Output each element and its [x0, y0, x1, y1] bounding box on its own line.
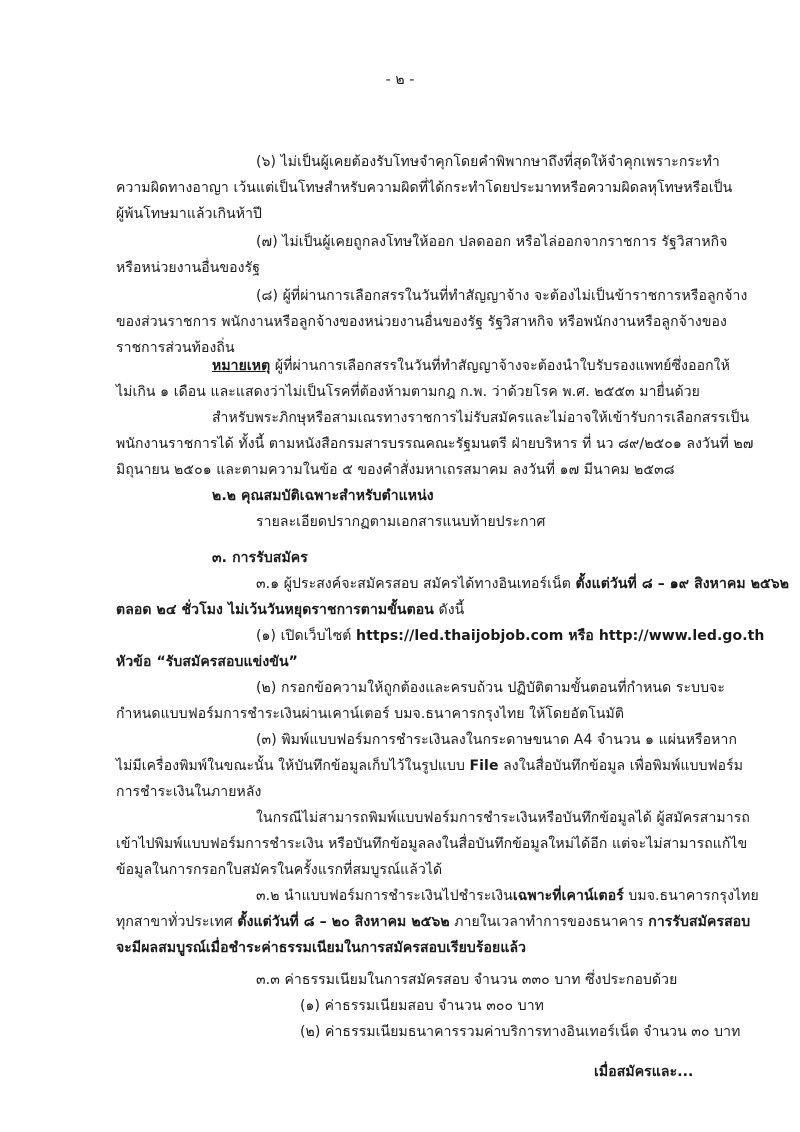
- note-line: [212, 356, 730, 376]
- text-line: [256, 626, 765, 646]
- text-span: ลงในสื่อบันทึกข้อมูล เพื่อพิมพ์แบบฟอร์ม: [498, 758, 744, 774]
- text-line: การชำระเงินในภายหลัง: [116, 784, 262, 800]
- text-line: ราชการส่วนท้องถิ่น: [116, 340, 235, 356]
- text-line: (๓) พิมพ์แบบฟอร์มการชำระเงินลงในกระดาษขนาด A4 จำนวน ๑ แผ่นหรือหาก: [256, 732, 738, 748]
- text-span: ๓.๑ ผู้ประสงค์จะสมัครสอบ สมัครได้ทางอินเทอร์เน็ต: [256, 576, 576, 592]
- text-span: ดังนี้: [433, 602, 465, 618]
- text-span: ตลอด ๒๔ ชั่วโมง ไม่เว้นวันหยุดราชการตามขั้นตอน: [116, 602, 434, 618]
- text-line: [116, 912, 750, 932]
- text-line: มิถุนายน ๒๕๐๑ และตามความในข้อ ๕ ของคำสั่งมหาเถรสมาคม ลงวันที่ ๑๗ มีนาคม ๒๕๓๘: [116, 462, 675, 478]
- text-line: เข้าไปพิมพ์แบบฟอร์มการชำระเงิน หรือบันทึกข้อมูลลงในสื่อบันทึกข้อมูลใหม่ได้อีก แต่จะไม่สามารถแก้ไข: [116, 836, 748, 852]
- text-line: [256, 574, 789, 594]
- text-line: [116, 756, 743, 776]
- text-line: จะมีผลสมบูรณ์เมื่อชำระค่าธรรมเนียมในการสมัครสอบเรียบร้อยแล้ว: [116, 940, 527, 956]
- website-link-thaijobjob[interactable]: https://led.thaijobjob.com: [356, 628, 564, 644]
- text-line: (๑) ค่าธรรมเนียมสอบ จำนวน ๓๐๐ บาท: [300, 998, 544, 1014]
- text-line: ผู้พ้นโทษมาแล้วเกินห้าปี: [116, 206, 263, 222]
- text-line: ข้อมูลในการกรอกใบสมัครในครั้งแรกที่สมบูรณ์แล้วได้: [116, 862, 443, 878]
- text-line: (๒) กรอกข้อความให้ถูกต้องและครบถ้วน ปฏิบัติตามขั้นตอนที่กำหนด ระบบจะ: [256, 680, 725, 696]
- text-line: พนักงานราชการได้ ทั้งนี้ ตามหนังสือกรมสารบรรณคณะรัฐมนตรี ฝ่ายบริหาร ที่ นว ๘๙/๒๕๐๑ ลงวันที่ ๒๗: [116, 436, 754, 452]
- text-line: สำหรับพระภิกษุหรือสามเณรทางราชการไม่รับสมัครและไม่อาจให้เข้ารับการเลือกสรรเป็น: [212, 410, 750, 426]
- continuation-text: เมื่อสมัครและ...: [594, 1064, 694, 1080]
- text-line: (๘) ผู้ที่ผ่านการเลือกสรรในวันที่ทำสัญญาจ้าง จะต้องไม่เป็นข้าราชการหรือลูกจ้าง: [256, 288, 748, 304]
- text-line: [256, 886, 759, 906]
- text-span: ๓.๒ นำแบบฟอร์มการชำระเงินไปชำระเงิน: [256, 888, 513, 904]
- note-label: หมายเหตุ: [212, 358, 271, 374]
- section-heading: ๒.๒ คุณสมบัติเฉพาะสำหรับตำแหน่ง: [212, 488, 434, 504]
- text-line: หรือหน่วยงานอื่นของรัฐ: [116, 260, 261, 276]
- application-date: ตั้งแต่วันที่ ๘ – ๑๙ สิงหาคม ๒๕๖๒: [575, 576, 790, 592]
- text-span: ทุกสาขาทั่วประเทศ: [116, 914, 238, 930]
- text-line: หัวข้อ “รับสมัครสอบแข่งขัน”: [116, 654, 298, 670]
- text-span: หรือ: [563, 628, 599, 644]
- section-heading: ๓. การรับสมัคร: [212, 550, 308, 566]
- website-link-led[interactable]: http://www.led.go.th: [598, 628, 765, 644]
- text-line: ความผิดทางอาญา เว้นแต่เป็นโทษสำหรับความผิดที่ได้กระทำโดยประมาทหรือความผิดลหุโทษหรือเป็น: [116, 180, 733, 196]
- text-span: ภายในเวลาทำการของธนาคาร: [449, 914, 649, 930]
- text-span: เฉพาะที่เคาน์เตอร์: [512, 888, 624, 904]
- text-line: ในกรณีไม่สามารถพิมพ์แบบฟอร์มการชำระเงินหรือบันทึกข้อมูลได้ ผู้สมัครสามารถ: [256, 810, 750, 826]
- text-line: ๓.๓ ค่าธรรมเนียมในการสมัครสอบ จำนวน ๓๓๐ บาท ซึ่งประกอบด้วย: [256, 972, 678, 988]
- payment-date: ตั้งแต่วันที่ ๘ – ๒๐ สิงหาคม ๒๕๖๒: [237, 914, 450, 930]
- text-span: File: [469, 758, 499, 774]
- note-text: ผู้ที่ผ่านการเลือกสรรในวันที่ทำสัญญาจ้างจะต้องนำใบรับรองแพทย์ซึ่งออกให้: [274, 358, 730, 374]
- page-number: - ๒ -: [385, 72, 415, 88]
- text-line: ของส่วนราชการ พนักงานหรือลูกจ้างของหน่วยงานอื่นของรัฐ รัฐวิสาหกิจ หรือพนักงานหรือลูกจ้างของ: [116, 314, 727, 330]
- text-line: (๗) ไม่เป็นผู้เคยถูกลงโทษให้ออก ปลดออก หรือไล่ออกจากราชการ รัฐวิสาหกิจ: [256, 234, 728, 250]
- text-line: กำหนดแบบฟอร์มการชำระเงินผ่านเคาน์เตอร์ บมจ.ธนาคารกรุงไทย ให้โดยอัตโนมัติ: [116, 706, 625, 722]
- text-span: การรับสมัครสอบ: [648, 914, 751, 930]
- text-span: บมจ.ธนาคารกรุงไทย: [623, 888, 759, 904]
- text-line: (๖) ไม่เป็นผู้เคยต้องรับโทษจำคุกโดยคำพิพากษาถึงที่สุดให้จำคุกเพราะกระทำ: [256, 154, 720, 170]
- text-line: ไม่เกิน ๑ เดือน และแสดงว่าไม่เป็นโรคที่ต้องห้ามตามกฎ ก.พ. ว่าด้วยโรค พ.ศ. ๒๕๕๓ มายื่นด้วย: [116, 384, 700, 400]
- text-span: ไม่มีเครื่องพิมพ์ในขณะนั้น ให้บันทึกข้อมูลเก็บไว้ในรูปแบบ: [116, 758, 470, 774]
- text-line: (๒) ค่าธรรมเนียมธนาคารรวมค่าบริการทางอินเทอร์เน็ต จำนวน ๓๐ บาท: [300, 1024, 741, 1040]
- text-line: [116, 600, 464, 620]
- text-span: (๑) เปิดเว็บไซต์: [256, 628, 357, 644]
- text-line: รายละเอียดปรากฏตามเอกสารแนบท้ายประกาศ: [256, 514, 546, 530]
